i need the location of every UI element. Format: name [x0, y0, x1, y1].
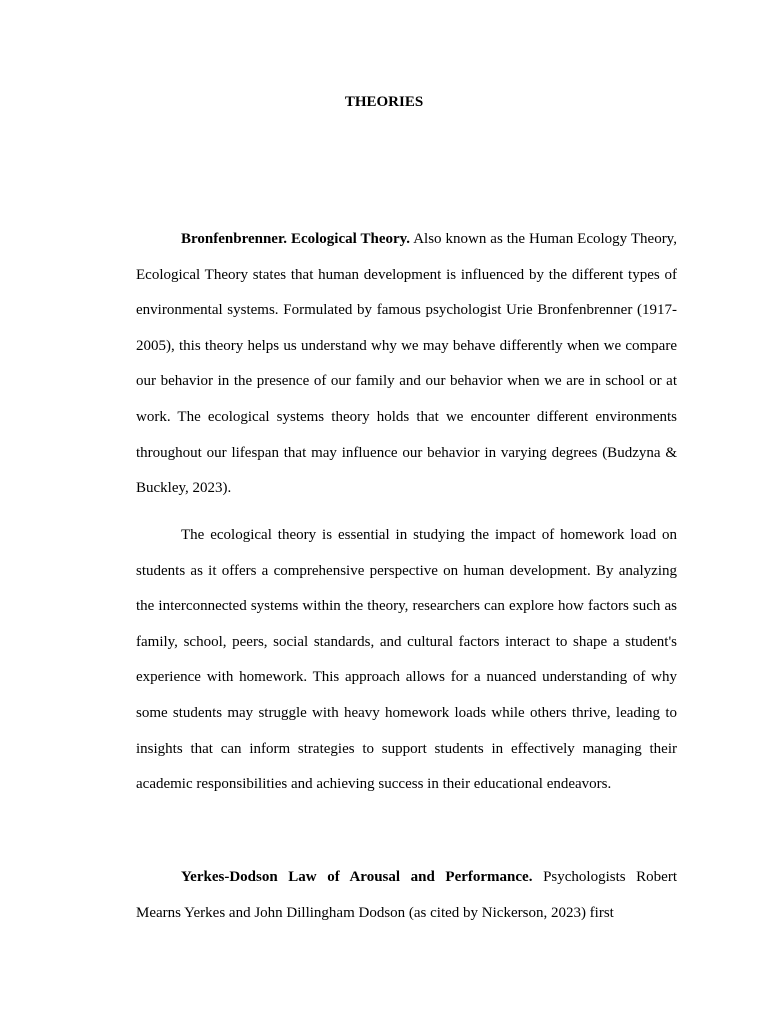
paragraph-text: The ecological theory is essential in studying the impact of homework load on students as it offers a comprehensive perspective on human development. By analyzing the interconnected systems within the theory, researchers can explore how factors such as family, school, peers, social standards, and cultural factors interact to shape a student's experience with homework. This approach allows for a nuanced understanding of why some students may struggle with heavy homework loads while others thrive, leading to insights that can inform strategies to support students in effectively managing their academic responsibilities and achieving success in their educational endeavors.	[136, 527, 677, 793]
paragraph-text: Also known as the Human Ecology Theory, Ecological Theory states that human development is influenced by the different types of environmental systems. Formulated by famous psychologist Urie Bronfenbrenner (1917-2005), this theory helps us understand why we may behave differently when we compare our behavior in the presence of our family and our behavior when we are in school or at work. The ecological systems theory holds that we encounter different environments throughout our lifespan that may influence our behavior in varying degrees (Budzyna & Buckley, 2023).	[136, 231, 677, 497]
section-yerkes-dodson	[136, 860, 677, 931]
section-ecological-theory	[136, 222, 677, 507]
section-ecological-theory-continued	[136, 518, 677, 803]
page-title: THEORIES	[344, 94, 424, 110]
paragraph-text: Psychologists Robert Mearns Yerkes and John Dillingham Dodson (as cited by Nickerson, 2023) first	[136, 869, 678, 921]
paragraph	[136, 518, 677, 803]
section-heading: Yerkes-Dodson Law of Arousal and Performance.	[181, 869, 533, 885]
paragraph	[136, 222, 677, 507]
section-heading: Bronfenbrenner. Ecological Theory.	[181, 231, 411, 247]
paragraph	[136, 860, 677, 931]
